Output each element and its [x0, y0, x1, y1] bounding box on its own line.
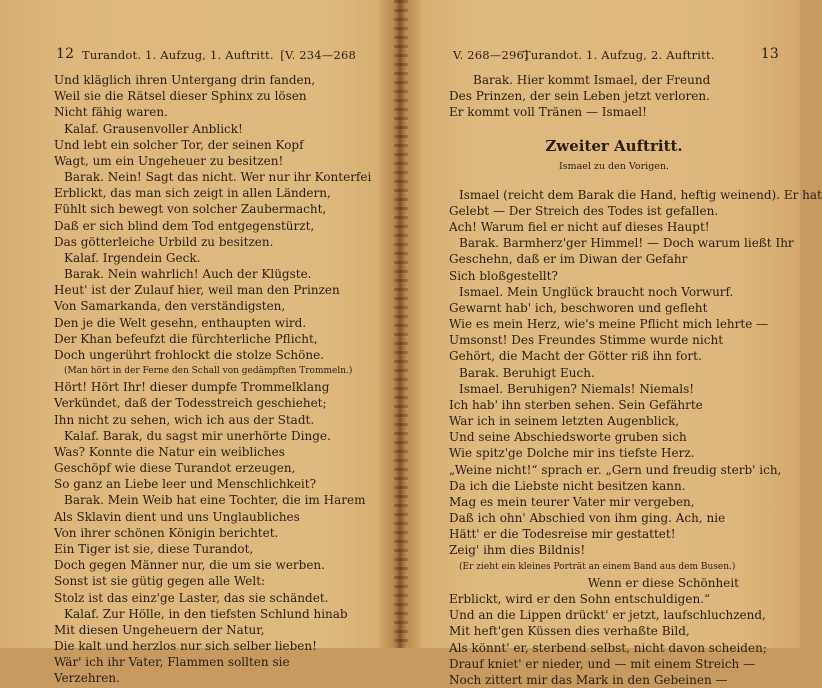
text-line: Der Khan befeufzt die fürchterliche Pflicht, [54, 331, 318, 346]
text-line: Noch zittert mir das Mark in den Gebeinen — [449, 672, 728, 687]
text-line: Und an die Lippen drückt' er jetzt, laufschluchzend, [449, 608, 766, 623]
text-line: Ihn nicht zu sehen, wich ich aus der Stadt. [54, 412, 315, 427]
text-line: Geschöpf wie diese Turandot erzeugen, [54, 461, 296, 476]
text-line: Barak. Mein Weib hat eine Tochter, die im Harem [64, 493, 366, 508]
text-line: Hört! Hört Ihr! dieser dumpfe Trommelklang [54, 380, 330, 395]
text-line: Erblickt, wird er den Sohn entschuldigen.“ [449, 591, 711, 606]
text-line: Daß ich ohn' Abschied von ihm ging. Ach, nie [449, 511, 726, 526]
text-line: Hätt' er die Todesreise mir gestattet! [449, 527, 676, 542]
text-line: Von Samarkanda, den verständigsten, [54, 299, 286, 314]
text-line: Weil sie die Rätsel dieser Sphinx zu lösen [54, 89, 307, 104]
text-line: Mit diesen Ungeheuern der Natur, [54, 622, 265, 637]
text-line: Die kalt und herzlos nur sich selber lieben! [54, 639, 317, 654]
text-line: Stolz ist das einz'ge Laster, das sie schändet. [54, 590, 329, 605]
text-line: Mit heft'gen Küssen dies verhaßte Bild, [449, 624, 690, 639]
text-line: Heut' ist der Zulauf hier, weil man den Prinzen [54, 283, 340, 298]
text-line: Barak. Nein wahrlich! Auch der Klügste. [64, 267, 312, 282]
scene-title: Zweiter Auftritt. [545, 136, 683, 155]
text-line: Ein Tiger ist sie, diese Turandot, [54, 541, 254, 556]
verse-reference: [V. 234—268 [280, 48, 356, 62]
spacer [449, 175, 779, 187]
text-line: Doch gegen Männer nur, die um sie werben. [54, 558, 325, 573]
text-line: Fühlt sich bewegt von solcher Zaubermacht, [54, 202, 327, 217]
text-line: Barak. Nein! Sagt das nicht. Wer nur ihr Konterfei [64, 170, 372, 185]
text-line: Er kommt voll Tränen — Ismael! [449, 105, 647, 120]
text-line: Kalaf. Grausenvoller Anblick! [64, 121, 243, 136]
text-line: Ismael. Beruhigen? Niemals! Niemals! [459, 381, 695, 396]
text-line: Kalaf. Barak, du sagst mir unerhörte Dinge. [64, 428, 331, 443]
verse-reference: V. 268—296] [453, 48, 529, 62]
text-line: Ach! Warum fiel er nicht auf dieses Haupt! [449, 220, 710, 235]
text-line: Verzehren. [54, 671, 120, 686]
text-line: Verkündet, daß der Todesstreich geschiehet; [54, 396, 327, 411]
text-line: Wie es mein Herz, wie's meine Pflicht mich lehrte — [449, 317, 769, 332]
right-page-text [449, 72, 822, 688]
text-line: Gehört, die Macht der Götter riß ihn fort. [449, 349, 702, 364]
text-line: Wenn er diese Schönheit [587, 575, 739, 590]
text-line: Zeig' ihm dies Bildnis! [449, 543, 586, 558]
text-block-main [449, 187, 822, 688]
text-line: „Weine nicht!“ sprach er. „Gern und freudig sterb' ich, [449, 462, 782, 477]
text-line: Kalaf. Zur Hölle, in den tiefsten Schlund hinab [64, 606, 348, 621]
text-line: Was? Konnte die Natur ein weibliches [54, 444, 285, 459]
text-line: Kalaf. Irgendein Geck. [64, 250, 201, 265]
text-line: Geschehn, daß er im Diwan der Gefahr [449, 252, 688, 267]
text-line: Den je die Welt gesehn, enthaupten wird. [54, 315, 307, 330]
text-line: Ismael. Mein Unglück braucht noch Vorwurf. [459, 284, 734, 299]
text-line: Daß er sich blind dem Tod entgegenstürzt, [54, 218, 315, 233]
running-head: Turandot. 1. Aufzug, 2. Auftritt. [523, 48, 715, 62]
text-line: Wie spitz'ge Dolche mir ins tiefste Herz. [449, 446, 695, 461]
text-line: Des Prinzen, der sein Leben jetzt verloren. [449, 89, 710, 104]
page-number: 13 [760, 46, 779, 62]
page-number: 12 [56, 46, 75, 62]
left-page-text [54, 72, 372, 687]
text-line: Da ich die Liebste nicht besitzen kann. [449, 478, 686, 493]
text-line: Nicht fähig waren. [54, 105, 168, 120]
text-line: Mag es mein teurer Vater mir vergeben, [449, 494, 695, 509]
text-line: Als könnt' er, sterbend selbst, nicht davon scheiden; [449, 640, 767, 655]
text-line: Gelebt — Der Streich des Todes ist gefallen. [449, 203, 719, 218]
text-line: Und kläglich ihren Untergang drin fanden, [54, 73, 316, 87]
text-line: Barak. Barmherz'ger Himmel! — Doch warum ließt Ihr [459, 236, 794, 251]
text-line: Barak. Hier kommt Ismael, der Freund [473, 73, 711, 87]
scene-subtitle: Ismael zu den Vorigen. [558, 160, 670, 172]
text-line: Sich bloßgestellt? [449, 268, 558, 283]
text-line: Und seine Abschiedsworte gruben sich [449, 430, 687, 445]
right-page [405, 0, 822, 687]
text-line: Drauf kniet' er nieder, und — mit einem Streich — [449, 656, 756, 671]
text-line: Barak. Beruhigt Euch. [459, 365, 595, 380]
text-line: Erblickt, das man sich zeigt in allen Ländern, [54, 186, 331, 201]
text-line: Von ihrer schönen Königin berichtet. [54, 525, 279, 540]
text-line: Und lebt ein solcher Tor, der seinen Kopf [54, 137, 304, 152]
text-line: Sonst ist sie gütig gegen alle Welt: [54, 574, 266, 589]
text-line: Ich hab' ihn sterben sehen. Sein Gefährte [449, 397, 703, 412]
running-head: Turandot. 1. Aufzug, 1. Auftritt. [82, 48, 274, 62]
left-page [0, 0, 395, 686]
text-line: Als Sklavin dient und uns Unglaubliches [54, 509, 300, 524]
text-line: So ganz an Liebe leer und Menschlichkeit? [54, 477, 317, 492]
text-line: Wagt, um ein Ungeheuer zu besitzen! [54, 153, 284, 168]
text-line: Das götterleiche Urbild zu besitzen. [54, 234, 274, 249]
text-line: War ich in seinem letzten Augenblick, [449, 414, 680, 429]
text-line: Ismael (reicht dem Barak die Hand, heftig weinend). Er hat [459, 187, 822, 202]
text-line: Umsonst! Des Freundes Stimme wurde nicht [449, 333, 724, 348]
spacer [449, 121, 779, 133]
stage-direction: (Man hört in der Ferne den Schall von gedämpften Trommeln.) [64, 366, 353, 377]
text-line: Doch ungerührt frohlockt die stolze Schöne. [54, 347, 324, 362]
text-block-top [449, 72, 779, 121]
stage-direction: (Er zieht ein kleines Porträt an einem Band aus dem Busen.) [459, 561, 736, 572]
text-line: Gewarnt hab' ich, beschworen und gefleht [449, 300, 708, 315]
text-line: Wär' ich ihr Vater, Flammen sollten sie [54, 655, 290, 670]
